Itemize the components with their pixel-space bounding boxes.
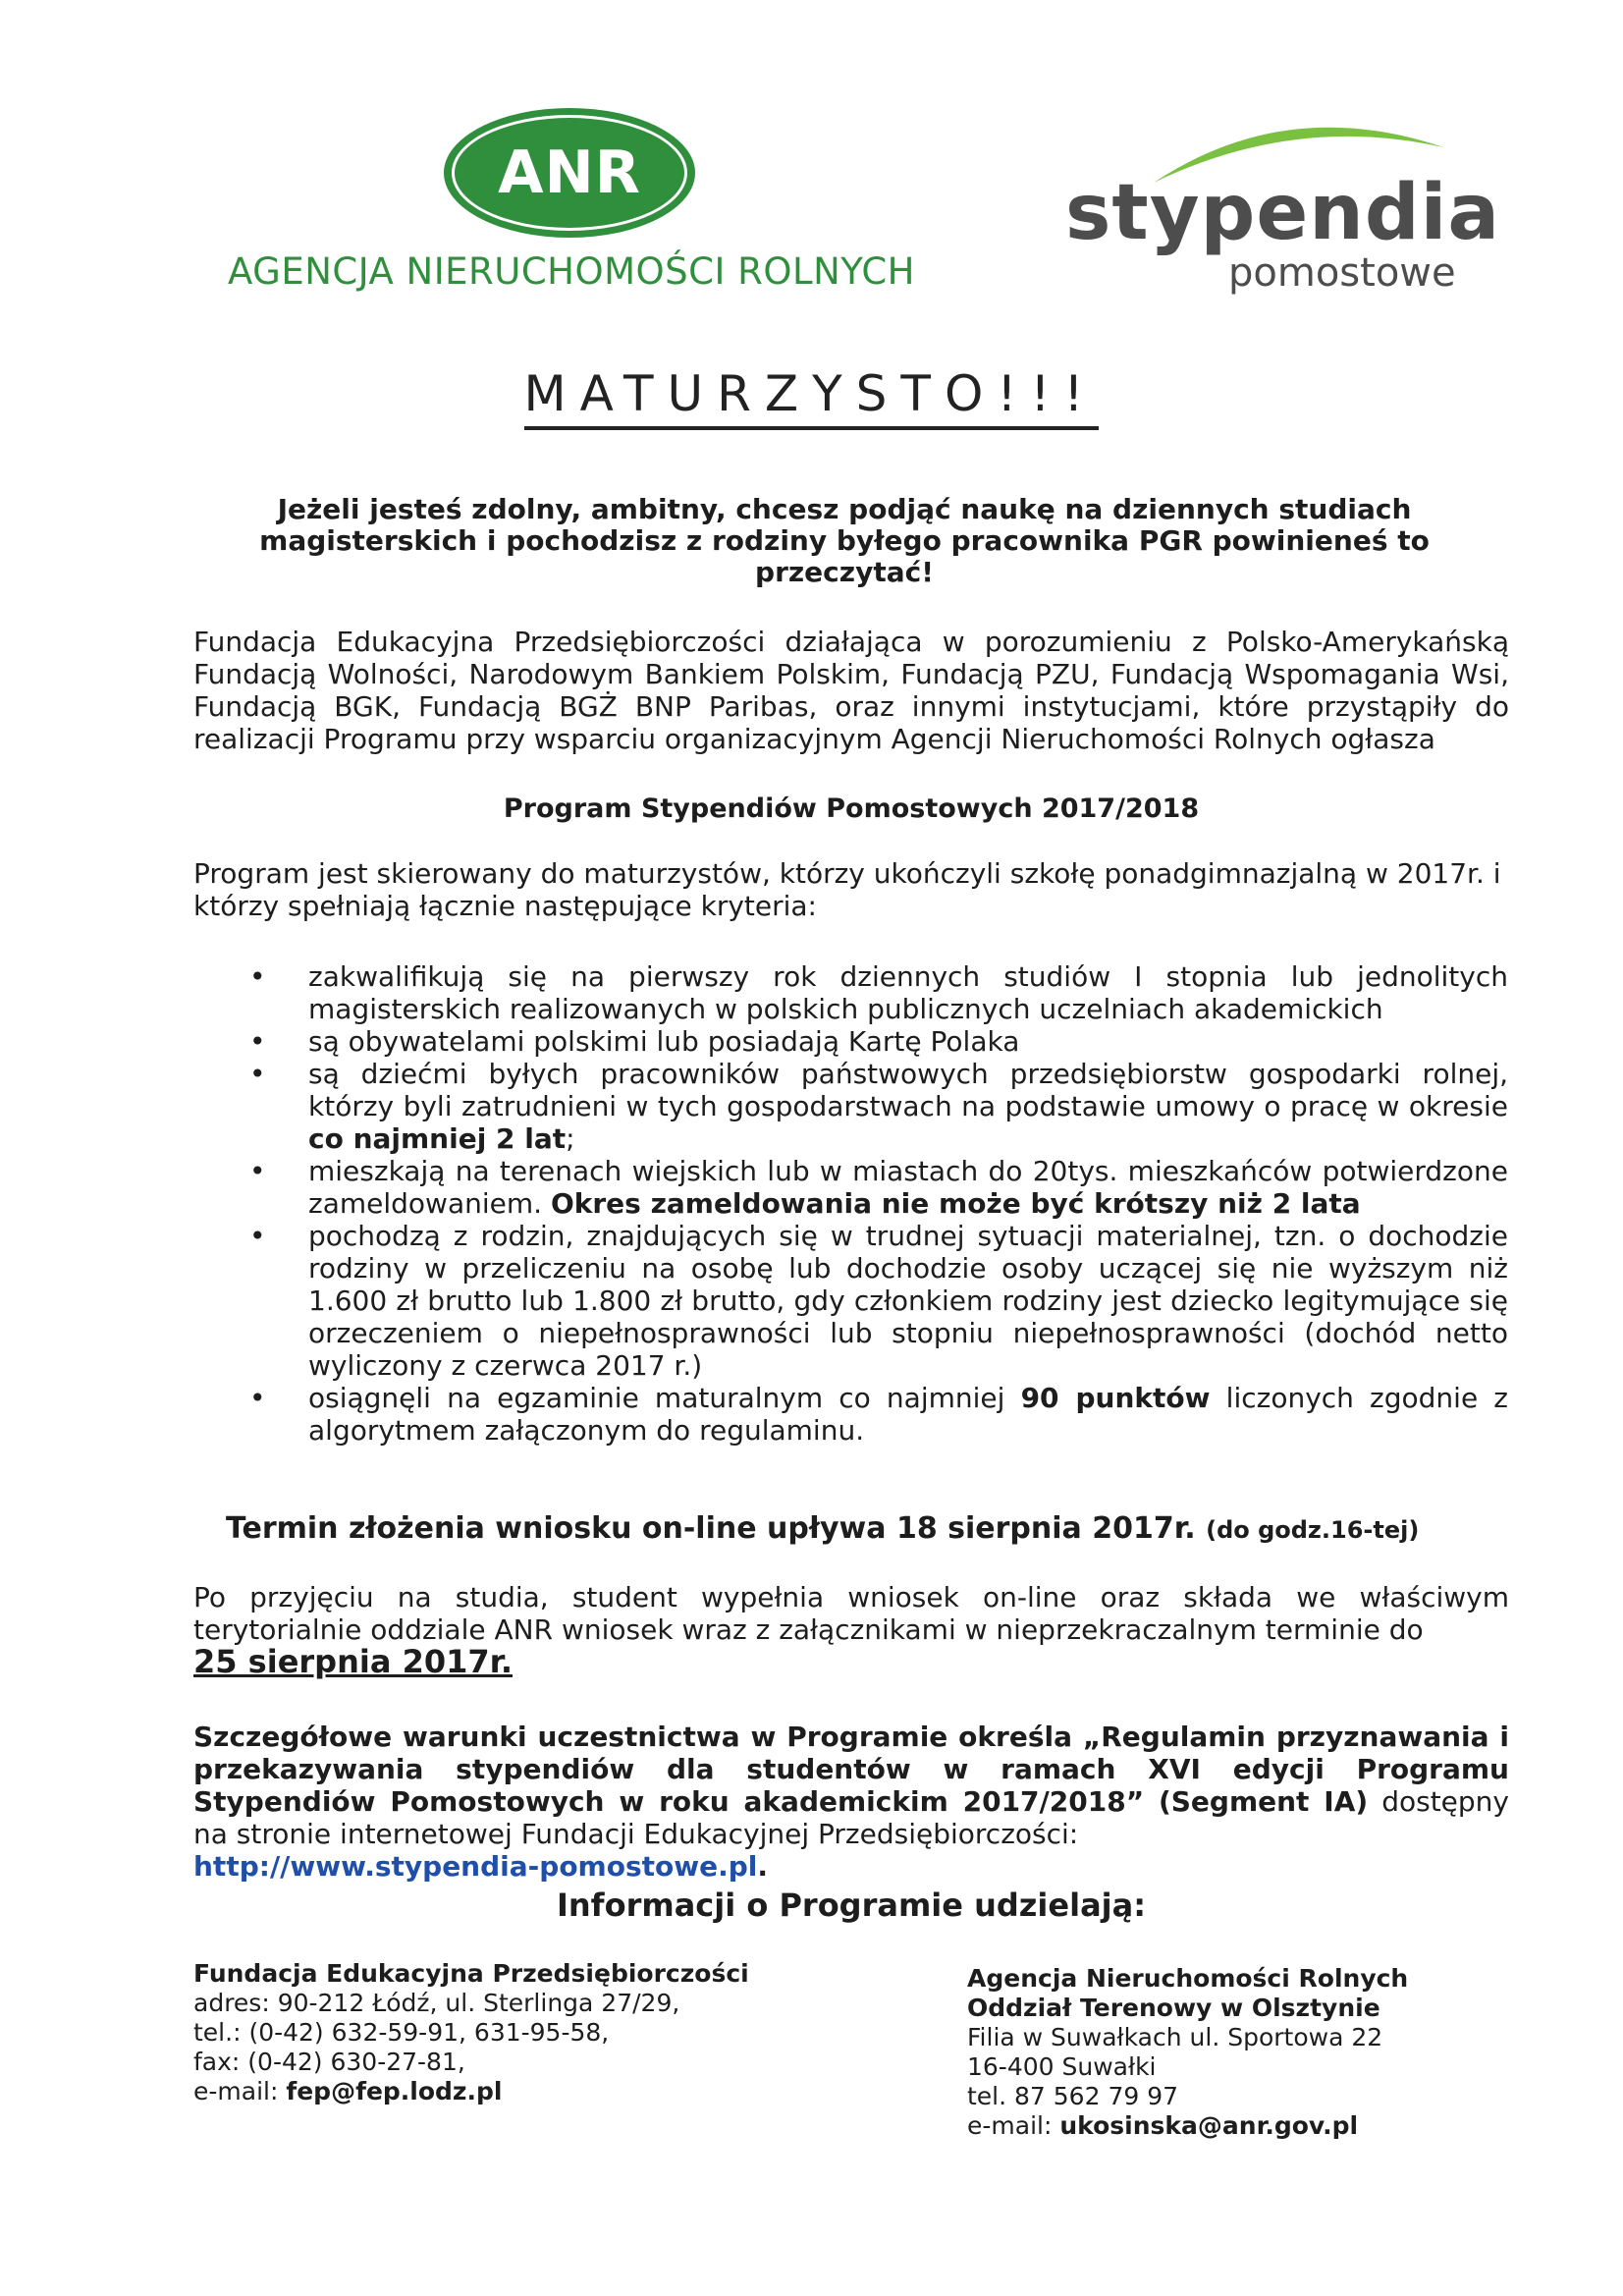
contact-fep (193, 1959, 749, 2106)
contact-anr (967, 1964, 1408, 2141)
contact-address: adres: 90-212 Łódź, ul. Sterlinga 27/29, (193, 1989, 680, 2017)
criteria-suffix: ; (566, 1122, 575, 1155)
criteria-text: są obywatelami polskimi lub posiadają Kartę Polaka (308, 1025, 1020, 1058)
bullet-icon: • (249, 960, 266, 993)
program-target-paragraph: Program jest skierowany do maturzystów, którzy ukończyli szkołę ponadgimnazjalną w 2017r. i którzy spełniają łącznie następujące kryteria: (193, 857, 1501, 922)
list-item (242, 1155, 1508, 1220)
criteria-text: pochodzą z rodzin, znajdujących się w trudnej sytuacji materialnej, tzn. o dochodzie rodziny w przeliczeniu na osobę lub dochodzie osoby uczącej się nie wyższym niż 1.600 zł brutto lub 1.800 zł brutto, gdy członkiem rodziny jest dziecko legitymujące się orzeczeniem o niepełnosprawności lub stopniu niepełnosprawności (dochód netto wyliczony z czerwca 2017 r.) (308, 1220, 1508, 1382)
bullet-icon: • (249, 1155, 266, 1187)
headline-text: MATURZYSTO!!! (524, 365, 1100, 430)
criteria-suffix: liczonych zgodnie z algorytmem załączonym do regulaminu. (308, 1382, 1509, 1447)
regulations-bold-text: Szczegółowe warunki uczestnictwa w Programie określa „Regulamin przyznawania i przekazywania stypendiów dla studentów w ramach XVI edycji Programu Stypendiów Pomostowych w roku akademickim 2017/2018” (Segment IA) (193, 1721, 1509, 1818)
criteria-text: są dziećmi byłych pracowników państwowych przedsiębiorstw gospodarki rolnej, którzy byli zatrudnieni w tych gospodarstwach na podstawie umowy o pracę w okresie (308, 1058, 1508, 1122)
contact-email[interactable]: ukosinska@anr.gov.pl (1059, 2111, 1359, 2140)
deadline-main: Termin złożenia wniosku on-line upływa 18 sierpnia 2017r. (226, 1511, 1196, 1546)
bullet-icon: • (249, 1382, 266, 1414)
list-item (242, 1382, 1508, 1447)
list-item (242, 960, 1508, 1025)
stypendia-logo-main: stypendia (1065, 169, 1501, 257)
deadline-time: (do godz.16-tej) (1206, 1516, 1420, 1544)
contact-email[interactable]: fep@fep.lodz.pl (286, 2077, 503, 2105)
contact-office: Oddział Terenowy w Olsztynie (967, 1994, 1380, 2022)
list-item (242, 1220, 1508, 1382)
program-website-link[interactable]: http://www.stypendia-pomostowe.pl (193, 1850, 758, 1883)
criteria-bold-text: Okres zameldowania nie może być krótszy niż 2 lata (550, 1187, 1361, 1220)
submission-date: 25 sierpnia 2017r. (193, 1643, 513, 1680)
bullet-icon: • (249, 1220, 266, 1252)
criteria-text: mieszkają na terenach wiejskich lub w miastach do 20tys. mieszkańców potwierdzone zameldowaniem. (308, 1155, 1508, 1220)
stypendia-logo-sub: pomostowe (1228, 250, 1456, 296)
info-heading: Informacji o Programie udzielają: (556, 1886, 1147, 1924)
criteria-bold-text: 90 punktów (1020, 1382, 1211, 1414)
contact-phone: tel.: (0-42) 632-59-91, 631-95-58, (193, 2018, 610, 2047)
contact-phone: tel. 87 562 79 97 (967, 2082, 1179, 2110)
regulations-paragraph (193, 1721, 1509, 1883)
contact-email-line (193, 2077, 749, 2106)
contact-email-label: e-mail: (967, 2111, 1053, 2140)
deadline-notice (226, 1512, 1502, 1547)
submission-text: Po przyjęciu na studia, student wypełnia wniosek on-line oraz składa we właściwym terytorialnie oddziale ANR wniosek wraz z załącznikami w nieprzekraczalnym terminie do (193, 1581, 1509, 1646)
stypendia-pomostowe-logo (1065, 106, 1501, 302)
foundation-paragraph: Fundacja Edukacyjna Przedsiębiorczości działająca w porozumieniu z Polsko-Amerykańską Fundacją Wolności, Narodowym Bankiem Polskim, Fundacją PZU, Fundacją Wspomagania Wsi, Fundacją BGK, Fundacją BGŻ BNP Paribas, oraz innymi instytucjami, które przystąpiły do realizacji Programu przy wsparciu organizacyjnym Agencji Nieruchomości Rolnych ogłasza (193, 626, 1509, 755)
contact-email-label: e-mail: (193, 2077, 279, 2105)
intro-paragraph: Jeżeli jesteś zdolny, ambitny, chcesz podjąć naukę na dziennych studiach magisterskich i pochodzisz z rodziny byłego pracownika PGR powinieneś to przeczytać! (259, 493, 1430, 588)
anr-logo (193, 108, 949, 304)
list-item (242, 1058, 1508, 1155)
anr-oval-emblem (444, 108, 695, 238)
submission-paragraph (193, 1581, 1509, 1679)
contact-email-line (967, 2111, 1408, 2141)
anr-agency-name: AGENCJA NIERUCHOMOŚCI ROLNYCH (228, 250, 915, 293)
contact-postal: 16-400 Suwałki (967, 2052, 1157, 2081)
regulations-text: dostępny na stronie internetowej Fundacji Edukacyjnej Przedsiębiorczości: (193, 1785, 1509, 1850)
bullet-icon: • (249, 1058, 266, 1090)
contact-branch: Filia w Suwałkach ul. Sportowa 22 (967, 2023, 1383, 2051)
contact-name: Fundacja Edukacyjna Przedsiębiorczości (193, 1959, 749, 1988)
contact-fax: fax: (0-42) 630-27-81, (193, 2048, 465, 2076)
criteria-text: zakwalifikują się na pierwszy rok dziennych studiów I stopnia lub jednolitych magisterskich realizowanych w polskich publicznych uczelniach akademickich (308, 960, 1508, 1025)
criteria-list (242, 960, 1508, 1447)
criteria-bold-text: co najmniej 2 lat (308, 1122, 567, 1155)
contact-name: Agencja Nieruchomości Rolnych (967, 1964, 1409, 1993)
bullet-icon: • (249, 1025, 266, 1058)
criteria-text: osiągnęli na egzaminie maturalnym co najmniej (308, 1382, 1005, 1414)
link-suffix: . (757, 1850, 769, 1883)
page-headline (0, 365, 1623, 422)
list-item (242, 1025, 1508, 1058)
anr-logo-text: ANR (452, 115, 687, 231)
program-title: Program Stypendiów Pomostowych 2017/2018 (503, 793, 1200, 824)
